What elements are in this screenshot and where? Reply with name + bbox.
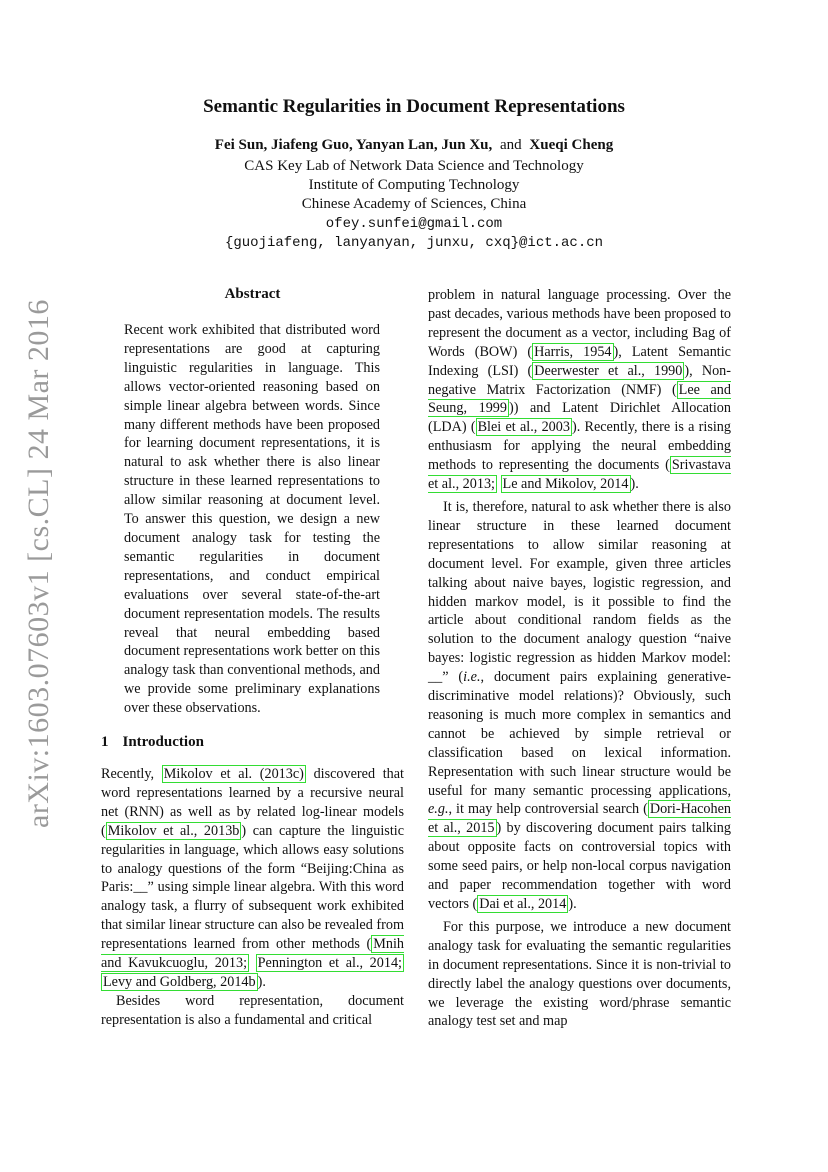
citation-link[interactable]: Blei et al., 2003 xyxy=(477,419,570,436)
left-column-body xyxy=(101,765,404,1030)
email-2: {guojiafeng, lanyanyan, junxu, cxq}@ict.ac.cn xyxy=(224,235,604,251)
citation-link[interactable]: Harris, 1954 xyxy=(534,343,612,360)
email-1: ofey.sunfei@gmail.com xyxy=(325,216,503,232)
citation-link[interactable]: Levy and Goldberg, 2014b xyxy=(103,973,256,990)
citation-link[interactable]: Mikolov et al., 2013b xyxy=(107,822,240,839)
citation-link[interactable]: Pennington et al., 2014; xyxy=(257,955,402,972)
section-heading xyxy=(101,734,204,751)
abstract-text: Recent work exhibited that distributed word representations are good at capturing linguistic regularities in language. This allows vector-oriented reasoning based on simple linear algebra between words. Since many different methods have been proposed for learning document representations, it is natural to ask whether there is also linear structure in these learned representations to allow similar reasoning at document level. To answer this question, we design a new document analogy task for testing the semantic regularities in document representations, and conduct empirical evaluations over several state-of-the-art document representation models. The results reveal that neural embedding based document representations work better on this analogy task than conventional methods, and we provide some preliminary explanations over these observations. xyxy=(124,322,380,717)
authors-and: and xyxy=(500,137,522,153)
citation-link[interactable]: Lee and Seung, 1999 xyxy=(428,381,731,417)
section-title: Introduction xyxy=(122,734,204,750)
citation-link[interactable]: Mikolov et al. (2013c) xyxy=(163,766,304,782)
citation-link[interactable]: Dai et al., 2014 xyxy=(479,896,567,912)
right-column-body xyxy=(428,286,731,1031)
intro-paragraph-3: problem in natural language processing. Over the past decades, various methods have been proposed to represent the document as a vector, including Bag of Words (BOW) ( Harris, 1954 ), Latent Semantic Indexing (LSI) ( Deerwester et al., 1990 ), Non-negative Matrix Factorization (NMF) ( Lee and Seung, 1999 )) and Latent Dirichlet Allocation (LDA) ( Blei et al., 2003 ). Recently, there is a rising enthusiasm for applying the neural embedding methods to representing the documents ( Srivastava et al., 2013; Le and Mikolov, 2014 ). xyxy=(428,287,731,493)
abstract-heading: Abstract xyxy=(224,286,281,302)
intro-paragraph-5: For this purpose, we introduce a new document analogy task for evaluating the semantic regularities in document representations. Since it is non-trivial to directly label the analogy questions over documents, we leverage the existing word/phrase semantic analogy test set and map xyxy=(428,918,731,1030)
affiliation-line-1: CAS Key Lab of Network Data Science and Technology xyxy=(244,158,584,174)
author-last: Xueqi Cheng xyxy=(529,137,614,153)
intro-paragraph-4: It is, therefore, natural to ask whether there is also linear structure in these learned document representations to allow similar reasoning at document level. For example, given three articles talking about naive bayes, logistic regression, and hidden markov model, is it possible to find the article about conditional random fields as the solution to the document analogy question “naive bayes: logistic regression as hidden Markov model: __” (i.e., document pairs explaining generative-discriminative model relations)? Obviously, such reasoning is much more complex in semantics and cannot be achieved by simple retrieval or classification based on lexical information. Representation with such linear structure would be useful for many semantic processing applications, e.g., it may help controversial search ( Dori-Hacohen et al., 2015 ) by discovering document pairs talking about opposite facts on controversial topics with some seed pairs, or help non-local corpus navigation and paper recommendation together with word vectors ( Dai et al., 2014 ). xyxy=(428,498,731,912)
affiliation-line-2: Institute of Computing Technology xyxy=(308,177,520,193)
intro-paragraph-2: Besides word representation, document representation is also a fundamental and critical xyxy=(101,992,404,1028)
arxiv-identifier: arXiv:1603.07603v1 [cs.CL] 24 Mar 2016 xyxy=(22,299,55,828)
affiliation-line-3: Chinese Academy of Sciences, China xyxy=(301,196,527,212)
citation-link[interactable]: Srivastava et al., 2013; xyxy=(428,457,731,493)
citation-link[interactable]: Le and Mikolov, 2014 xyxy=(502,476,629,493)
section-number: 1 xyxy=(101,734,109,750)
citation-link[interactable]: Dori-Hacohen et al., 2015 xyxy=(428,801,731,837)
authors-main: Fei Sun, Jiafeng Guo, Yanyan Lan, Jun Xu, xyxy=(214,137,493,153)
author-list xyxy=(0,137,828,154)
intro-paragraph-1: Recently, Mikolov et al. (2013c) discovered that word representations learned by a recursive neural net (RNN) as well as by related log-linear models ( Mikolov et al., 2013b ) can capture the linguistic regularities in language, which allows easy solutions to analogy questions of the form “Beijing:China as Paris:__” using simple linear algebra. With this word analogy task, a flurry of subsequent work exhibited that similar linear structure can also be revealed from representations learned from other methods ( Mnih and Kavukcuoglu, 2013; Pennington et al., 2014; Levy and Goldberg, 2014b ). xyxy=(101,766,405,990)
citation-link[interactable]: Deerwester et al., 1990 xyxy=(534,362,683,379)
citation-link[interactable]: Mnih and Kavukcuoglu, 2013; xyxy=(101,936,404,972)
paper-title: Semantic Regularities in Document Representations xyxy=(203,96,625,117)
